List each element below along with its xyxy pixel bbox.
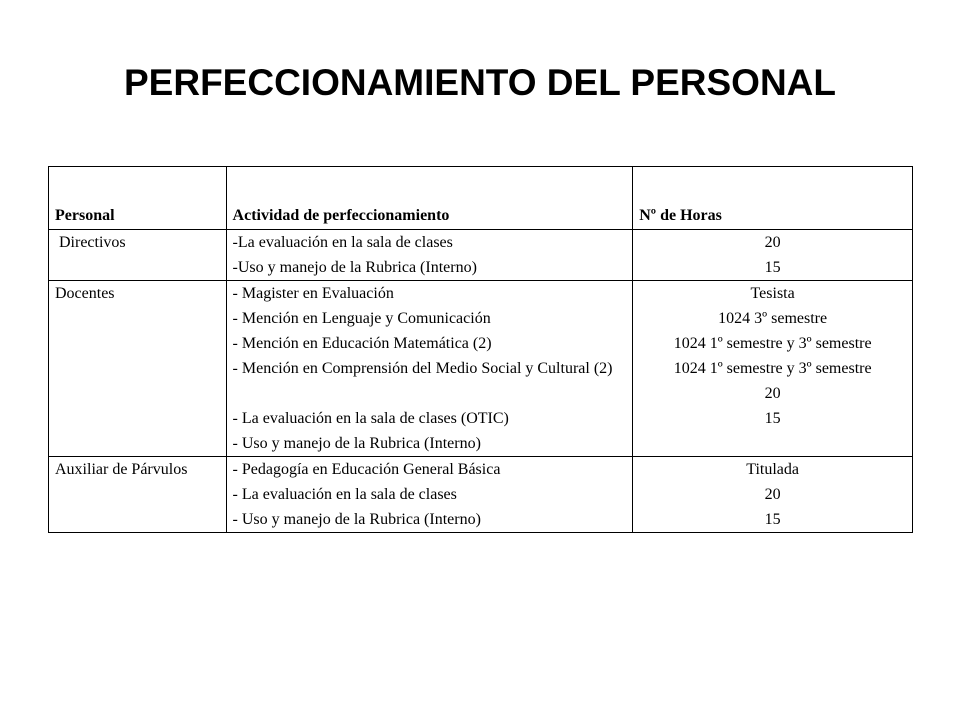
table-header-row bbox=[49, 167, 913, 230]
activity-item: - Magister en Evaluación bbox=[232, 285, 394, 302]
personal-label: Docentes bbox=[55, 285, 115, 302]
personal-label: Auxiliar de Párvulos bbox=[55, 461, 188, 478]
hours-value: 1024 1º semestre y 3º semestre bbox=[673, 335, 872, 352]
activity-spacer bbox=[233, 381, 627, 406]
personal-cell bbox=[49, 230, 227, 281]
activity-item: - Mención en Lenguaje y Comunicación bbox=[232, 310, 491, 327]
hours-value: Tesista bbox=[750, 285, 795, 302]
activity-item: -La evaluación en la sala de clases bbox=[232, 234, 453, 251]
hours-cell bbox=[633, 281, 913, 457]
table-row bbox=[49, 281, 913, 457]
hours-value: 20 bbox=[764, 234, 781, 251]
activity-item: -Uso y manejo de la Rubrica (Interno) bbox=[232, 259, 477, 276]
hours-value: 20 bbox=[764, 486, 781, 503]
header-activity: Actividad de perfeccionamiento bbox=[226, 167, 633, 230]
activity-item: - La evaluación en la sala de clases (OTIC) bbox=[232, 410, 509, 427]
hours-value: 15 bbox=[764, 511, 781, 528]
table-row bbox=[49, 457, 913, 533]
activity-item: - Mención en Educación Matemática (2) bbox=[232, 335, 492, 352]
header-personal: Personal bbox=[49, 167, 227, 230]
hours-cell bbox=[633, 230, 913, 281]
hours-value: Titulada bbox=[746, 461, 799, 478]
activity-item: - Uso y manejo de la Rubrica (Interno) bbox=[232, 511, 481, 528]
training-table bbox=[48, 166, 913, 533]
activity-item: - La evaluación en la sala de clases bbox=[232, 486, 457, 503]
hours-value: 15 bbox=[764, 410, 781, 427]
table-row bbox=[49, 230, 913, 281]
activity-cell bbox=[226, 230, 633, 281]
personal-label: Directivos bbox=[55, 234, 126, 251]
personal-cell bbox=[49, 457, 227, 533]
page-title: PERFECCIONAMIENTO DEL PERSONAL bbox=[124, 62, 836, 103]
hours-value: 15 bbox=[764, 259, 781, 276]
activity-cell bbox=[226, 457, 633, 533]
activity-item: - Pedagogía en Educación General Básica bbox=[232, 461, 501, 478]
header-hours: Nº de Horas bbox=[633, 167, 913, 230]
personal-cell bbox=[49, 281, 227, 457]
hours-value: 20 bbox=[764, 385, 781, 402]
activity-item: - Uso y manejo de la Rubrica (Interno) bbox=[232, 435, 481, 452]
activity-item: - Mención en Comprensión del Medio Social y Cultural (2) bbox=[232, 360, 613, 377]
activity-cell bbox=[226, 281, 633, 457]
hours-value: 1024 3º semestre bbox=[718, 310, 828, 327]
hours-cell bbox=[633, 457, 913, 533]
hours-value: 1024 1º semestre y 3º semestre bbox=[673, 360, 872, 377]
